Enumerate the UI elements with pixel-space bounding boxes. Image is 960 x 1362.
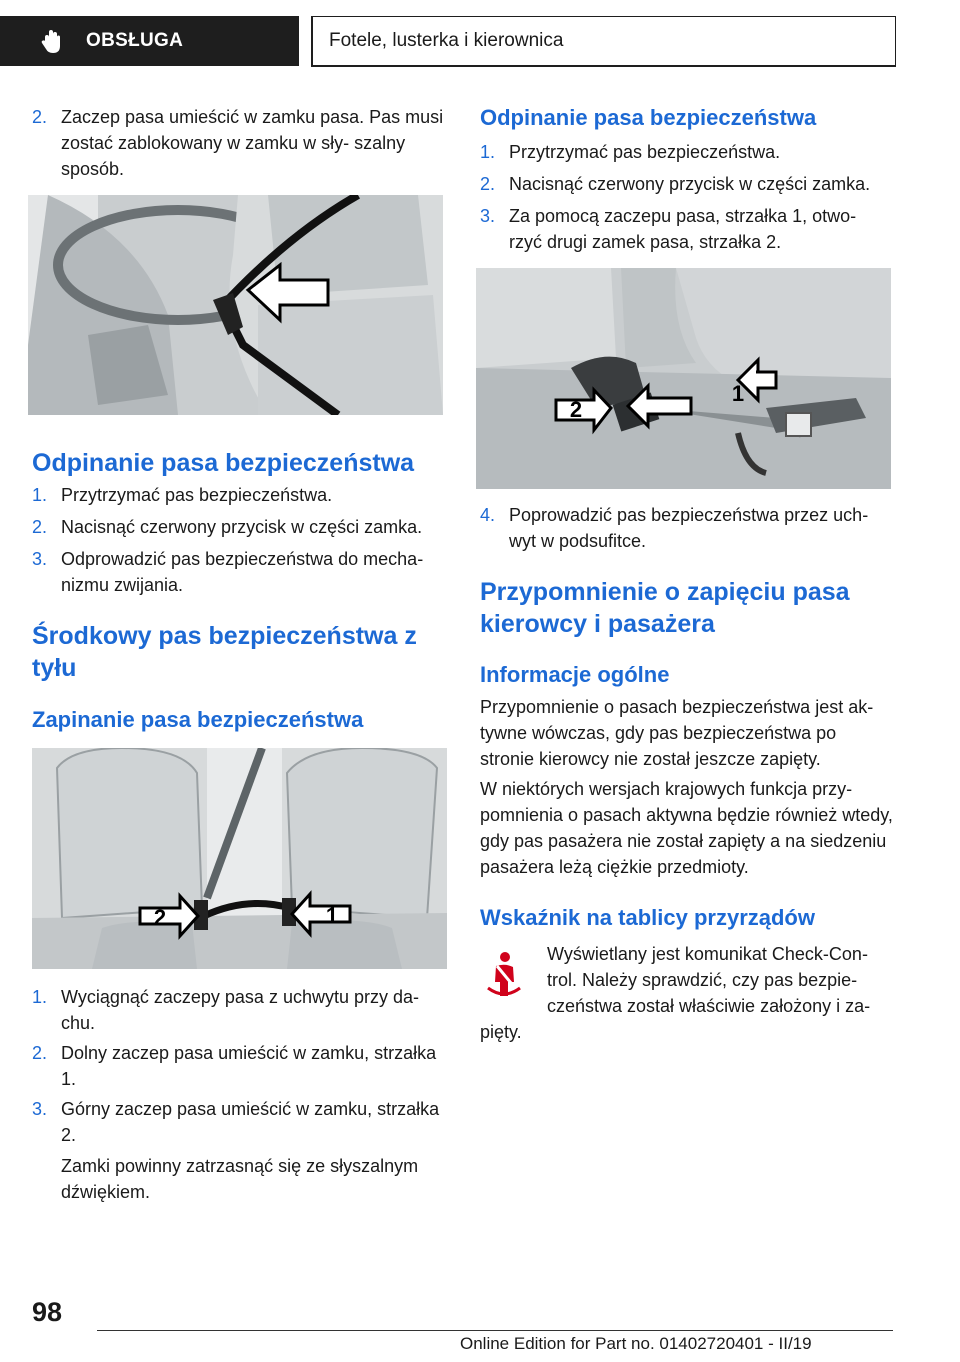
buckle-release-illustration	[476, 268, 891, 489]
list-text: Nacisnąć czerwony przycisk w części zamka.	[61, 517, 423, 537]
list-item	[32, 546, 446, 600]
list-item	[480, 203, 894, 257]
list-number: 1.	[32, 485, 48, 505]
list-number: 2.	[32, 1043, 48, 1063]
paragraph: W niektórych wersjach krajowych funkcja przy- pomnienia o pasach aktywna będzie również wtedy, gdy pas pasażera nie został zapięty a na siedzeniu pasażera leżą ciężkie przedmioty.	[480, 779, 893, 877]
list-text: Przytrzymać pas bezpieczeństwa.	[509, 142, 781, 162]
list-number: 4.	[480, 505, 496, 525]
arrow-label: 2	[569, 397, 583, 422]
list-item	[32, 1096, 446, 1150]
section-heading: Odpinanie pasa bezpieczeństwa	[32, 449, 415, 477]
list-text: Za pomocą zaczepu pasa, strzałka 1, otwo- rzyć drugi zamek pasa, strzałka 2.	[509, 206, 857, 252]
indicator-paragraph-end: pięty.	[480, 1022, 522, 1042]
paragraph: Przypomnienie o pasach bezpieczeństwa jest ak- tywne wówczas, gdy pas bezpieczeństwa po stronie kierowcy nie został jeszcze zapięty.	[480, 697, 874, 769]
list-number: 3.	[32, 1099, 48, 1119]
list-number: 3.	[32, 549, 48, 569]
list-number: 1.	[480, 142, 496, 162]
arrow-label: 1	[325, 903, 339, 928]
list-text: Wyciągnąć zaczepy pasa z uchwytu przy da- chu.	[61, 987, 419, 1033]
list-text: Odprowadzić pas bezpieczeństwa do mecha- nizmu zwijania.	[61, 549, 424, 595]
list-number: 3.	[480, 206, 496, 226]
buckle-illustration	[28, 195, 443, 415]
footer-divider	[97, 1330, 893, 1331]
section-heading: Środkowy pas bezpieczeństwa z tyłu	[32, 622, 417, 682]
chapter-label: Fotele, lusterka i kierownica	[329, 30, 564, 51]
list-item	[32, 104, 446, 184]
section-heading: Przypomnienie o zapięciu pasa kierowcy i pasażera	[480, 578, 850, 638]
rear-seat-illustration	[32, 748, 447, 969]
list-number: 2.	[32, 517, 48, 537]
rear-seat-belt-figure	[32, 748, 447, 969]
subsection-heading: Odpinanie pasa bezpieczeństwa	[480, 105, 817, 130]
seatbelt-warning-icon	[484, 950, 524, 1000]
section-label: OBSŁUGA	[86, 30, 184, 51]
list-item	[32, 1040, 446, 1094]
list-number: 1.	[32, 987, 48, 1007]
indicator-paragraph: Wyświetlany jest komunikat Check-Con- trol. Należy sprawdzić, czy pas bezpie- czeństwa został właściwie założony i za-	[547, 944, 871, 1016]
list-item	[32, 984, 446, 1038]
list-number: 2.	[32, 107, 48, 127]
list-text: Nacisnąć czerwony przycisk w części zamka.	[509, 174, 871, 194]
subsection-heading: Informacje ogólne	[480, 662, 670, 687]
subsection-heading: Zapinanie pasa bezpieczeństwa	[32, 707, 364, 732]
subsection-heading: Wskaźnik na tablicy przyrządów	[480, 905, 815, 930]
list-item	[32, 514, 446, 540]
second-buckle-figure	[476, 268, 891, 489]
seatbelt-buckle-figure	[28, 195, 443, 415]
hand-icon	[38, 28, 66, 56]
list-text: Dolny zaczep pasa umieścić w zamku, strzałka 1.	[61, 1043, 437, 1089]
list-item	[480, 171, 894, 197]
page-number: 98	[32, 1297, 63, 1327]
chapter-tab	[311, 16, 896, 67]
arrow-label: 1	[731, 381, 745, 406]
list-text: Zaczep pasa umieścić w zamku pasa. Pas musi zostać zablokowany w zamku w sły- szalny sposób.	[61, 107, 444, 179]
list-item	[480, 139, 894, 165]
list-number: 2.	[480, 174, 496, 194]
arrow-label: 2	[153, 905, 167, 930]
list-text: Górny zaczep pasa umieścić w zamku, strzałka 2.	[61, 1099, 440, 1145]
list-text: Przytrzymać pas bezpieczeństwa.	[61, 485, 333, 505]
list-item	[480, 502, 894, 556]
note-paragraph: Zamki powinny zatrzasnąć się ze słyszalnym dźwiękiem.	[61, 1156, 419, 1202]
section-tab	[0, 16, 299, 66]
edition-text: Online Edition for Part no. 01402720401 - II/19	[460, 1334, 812, 1353]
list-text: Poprowadzić pas bezpieczeństwa przez uch- wyt w podsufitce.	[509, 505, 869, 551]
list-item	[32, 482, 446, 508]
